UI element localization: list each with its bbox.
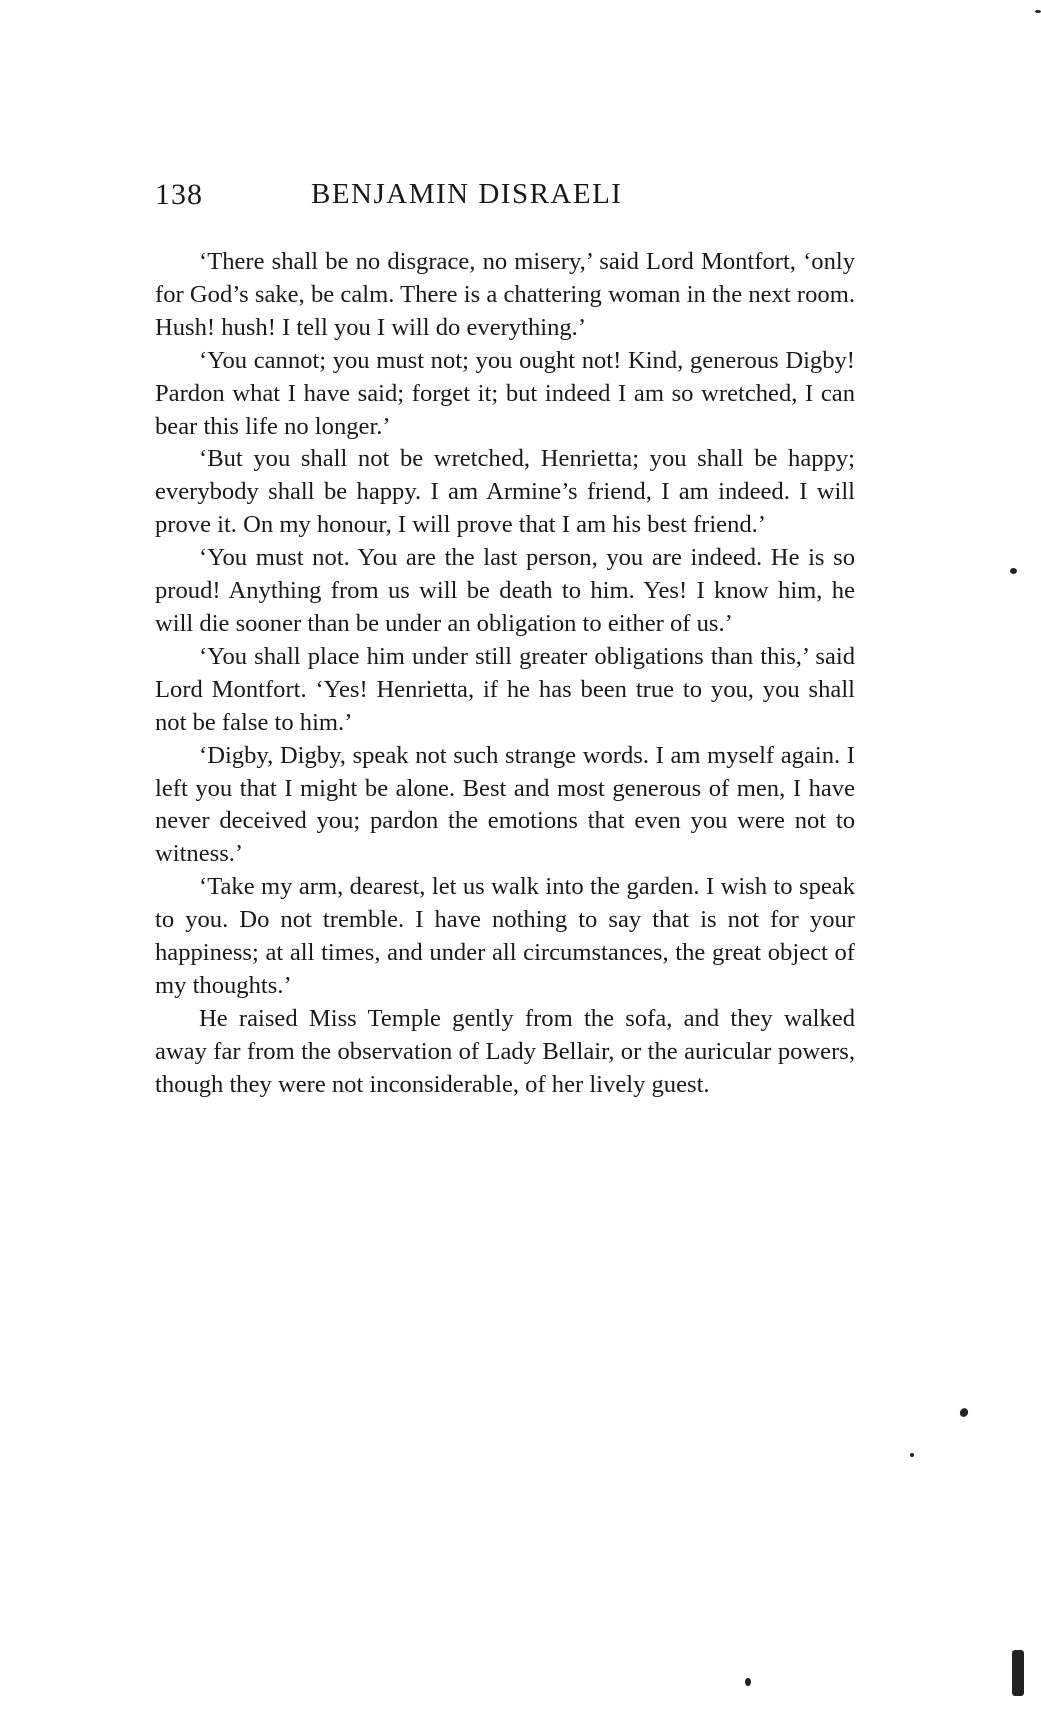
- paragraph: ‘There shall be no disgrace, no misery,’ said Lord Montfort, ‘only for God’s sake, be calm. There is a chattering woman in the next room. Hush! hush! I tell you I will do everything.’: [155, 248, 855, 341]
- paragraph: ‘But you shall not be wretched, Henrietta; you shall be happy; everybody shall be happy. I am Armine’s friend, I am indeed. I will prove it. On my honour, I will prove that I am his best friend.’: [155, 445, 855, 539]
- scan-speck: [1010, 568, 1017, 574]
- paragraph: He raised Miss Temple gently from the sofa, and they walked away far from the observation of Lady Bellair, or the auricular powers, though they were not inconsiderable, of her lively guest.: [155, 1004, 855, 1098]
- paragraph: ‘Take my arm, dearest, let us walk into the garden. I wish to speak to you. Do not tremble. I have nothing to say that is not for your happiness; at all times, and under all circumstances, the great object of my thoughts.’: [155, 873, 855, 999]
- scan-speck: [1012, 1650, 1024, 1696]
- scan-speck: [958, 1407, 969, 1419]
- scan-speck: [1035, 10, 1041, 13]
- scan-speck: [910, 1453, 914, 1457]
- paragraph: ‘You cannot; you must not; you ought not! Kind, generous Digby! Pardon what I have said; forget it; but indeed I am so wretched, I can bear this life no longer.’: [155, 346, 855, 440]
- paragraph: ‘You must not. You are the last person, you are indeed. He is so proud! Anything from us will be death to him. Yes! I know him, he will die sooner than be under an obligation to either of us.’: [155, 544, 855, 637]
- running-head: [155, 178, 855, 218]
- paragraph: ‘You shall place him under still greater obligations than this,’ said Lord Montfort. ‘Yes! Henrietta, if he has been true to you, you shall not be false to him.’: [155, 642, 855, 736]
- paragraph: ‘Digby, Digby, speak not such strange words. I am myself again. I left you that I might be alone. Best and most generous of men, I have never deceived you; pardon the emotions that even you were not to witness.’: [155, 741, 855, 868]
- scan-speck: [745, 1678, 751, 1686]
- running-title: BENJAMIN DISRAELI: [311, 178, 623, 210]
- page-number: 138: [155, 178, 203, 211]
- body-text: [155, 246, 855, 1102]
